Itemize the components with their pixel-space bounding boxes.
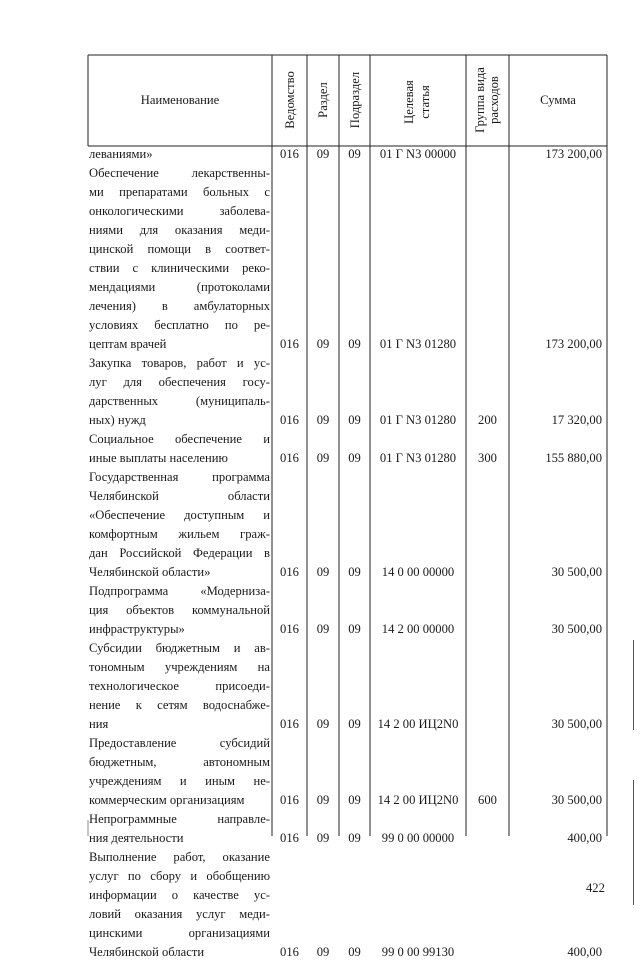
row-name-line: ния	[89, 717, 109, 731]
row-razdel: 09	[316, 945, 330, 959]
row-celevaya-statya: 01 Г N3 00000	[379, 147, 457, 161]
row-razdel: 09	[316, 413, 330, 427]
row-vedomstvo: 016	[280, 831, 299, 845]
row-name-line: дарственных (муниципаль-	[89, 394, 270, 408]
row-name-line: Обеспечение лекарственны-	[89, 166, 270, 180]
row-name-line: Подпрограмма «Модерниза-	[89, 584, 270, 598]
row-vedomstvo: 016	[280, 565, 299, 579]
row-name-line: Предоставление субсидий	[89, 736, 270, 750]
row-celevaya-statya: 01 Г N3 01280	[379, 413, 457, 427]
row-vedomstvo: 016	[280, 413, 299, 427]
row-podrazdel: 09	[348, 565, 361, 579]
row-celevaya-statya: 01 Г N3 01280	[379, 451, 457, 465]
row-summa: 30 500,00	[551, 622, 602, 636]
row-summa: 155 880,00	[545, 451, 602, 465]
row-name-line: ния деятельности	[89, 831, 184, 845]
row-name-line: Закупка товаров, работ и ус-	[89, 356, 270, 370]
row-name	[89, 468, 270, 582]
row-name-line: технологическое присоеди-	[89, 679, 270, 693]
row-name-line: ми препаратами больных с	[89, 185, 270, 199]
row-name	[89, 848, 270, 962]
row-name-line: бюджетным, автономным	[89, 755, 270, 769]
row-name-line: Выполнение работ, оказание	[89, 850, 270, 864]
scan-edge-mark	[633, 780, 634, 905]
header-celevaya-statya	[401, 57, 433, 147]
row-celevaya-statya: 14 0 00 00000	[381, 565, 455, 579]
page-number: 422	[586, 881, 605, 895]
row-name-line: информации о качестве ус-	[89, 888, 270, 902]
row-name-line: цептам врачей	[89, 337, 167, 351]
row-razdel: 09	[316, 451, 330, 465]
row-celevaya-statya: 14 2 00 00000	[381, 622, 455, 636]
row-name-line: ловий оказания услуг меди-	[89, 907, 270, 921]
row-celevaya-statya: 14 2 00 ИЦ2N0	[377, 793, 459, 807]
row-vedomstvo: 016	[280, 793, 299, 807]
row-vedomstvo: 016	[280, 451, 299, 465]
row-podrazdel: 09	[348, 413, 361, 427]
row-razdel: 09	[316, 147, 330, 161]
row-name-line: леваниями»	[89, 147, 153, 161]
row-name-line: инфраструктуры»	[89, 622, 185, 636]
row-name	[89, 145, 270, 164]
scan-edge-mark	[633, 640, 634, 730]
row-summa: 30 500,00	[551, 565, 602, 579]
row-summa: 173 200,00	[545, 147, 602, 161]
row-summa: 30 500,00	[551, 717, 602, 731]
row-name-line: тономным учреждениям на	[89, 660, 270, 674]
row-name-line: Челябинской области»	[89, 565, 211, 579]
row-summa: 17 320,00	[551, 413, 602, 427]
row-name-line: комфортным жильем граж-	[89, 527, 270, 541]
row-podrazdel: 09	[348, 717, 361, 731]
header-vedomstvo: Ведомство	[283, 71, 297, 129]
header-podrazdel: Подраздел	[348, 71, 362, 129]
row-razdel: 09	[316, 565, 330, 579]
row-name	[89, 734, 270, 810]
row-name-line: мендациями (протоколами	[89, 280, 270, 294]
row-summa: 400,00	[567, 831, 602, 845]
row-gruppa: 600	[478, 793, 497, 807]
header-razdel: Раздел	[316, 82, 330, 118]
row-name-line: лечения) в амбулаторных	[89, 299, 270, 313]
row-name-line: ция объектов коммунальной	[89, 603, 270, 617]
row-name-line: иные выплаты населению	[89, 451, 228, 465]
header-celevaya-line1: Целевая	[402, 80, 416, 124]
header-name: Наименование	[140, 93, 220, 107]
row-summa: 30 500,00	[551, 793, 602, 807]
row-podrazdel: 09	[348, 831, 361, 845]
row-name-line: Государственная программа	[89, 470, 270, 484]
row-celevaya-statya: 99 0 00 99130	[381, 945, 455, 959]
row-name-line: цинской помощи в соответ-	[89, 242, 270, 256]
header-gruppa-line1: Группа вида	[473, 67, 487, 133]
row-name-line: цинскими организациями	[89, 926, 270, 940]
row-vedomstvo: 016	[280, 945, 299, 959]
row-podrazdel: 09	[348, 337, 361, 351]
row-vedomstvo: 016	[280, 147, 299, 161]
row-razdel: 09	[316, 793, 330, 807]
row-name-line: ниями для оказания меди-	[89, 223, 270, 237]
row-summa: 173 200,00	[545, 337, 602, 351]
row-name	[89, 164, 270, 354]
row-name-line: Челябинской области	[89, 945, 205, 959]
row-gruppa: 300	[478, 451, 497, 465]
row-vedomstvo: 016	[280, 717, 299, 731]
row-name-line: учреждениям и иным не-	[89, 774, 270, 788]
row-name-line: «Обеспечение доступным и	[89, 508, 270, 522]
row-name-line: Непрограммные направле-	[89, 812, 270, 826]
row-razdel: 09	[316, 337, 330, 351]
row-vedomstvo: 016	[280, 337, 299, 351]
row-name-line: нение к сетям водоснабже-	[89, 698, 270, 712]
row-name-line: дан Российской Федерации в	[89, 546, 270, 560]
row-name-line: ствии с клиническими реко-	[89, 261, 270, 275]
row-name-line: услуг по сбору и обобщению	[89, 869, 270, 883]
header-summa: Сумма	[540, 93, 576, 107]
row-name-line: луг для обеспечения госу-	[89, 375, 270, 389]
row-celevaya-statya: 14 2 00 ИЦ2N0	[377, 717, 459, 731]
header-celevaya-line2: статья	[418, 85, 432, 119]
row-name-line: ных) нужд	[89, 413, 146, 427]
row-name-line: Социальное обеспечение и	[89, 432, 270, 446]
row-vedomstvo: 016	[280, 622, 299, 636]
row-name	[89, 639, 270, 734]
row-podrazdel: 09	[348, 793, 361, 807]
row-name	[89, 430, 270, 468]
row-gruppa: 200	[478, 413, 497, 427]
row-name	[89, 354, 270, 430]
row-name	[89, 810, 270, 848]
row-name-line: онкологическими заболева-	[89, 204, 270, 218]
row-podrazdel: 09	[348, 451, 361, 465]
row-podrazdel: 09	[348, 147, 361, 161]
row-celevaya-statya: 01 Г N3 01280	[379, 337, 457, 351]
row-podrazdel: 09	[348, 945, 361, 959]
header-gruppa-line2: расходов	[487, 76, 501, 124]
row-razdel: 09	[316, 831, 330, 845]
row-podrazdel: 09	[348, 622, 361, 636]
row-name	[89, 582, 270, 639]
row-name-line: условиях бесплатно по ре-	[89, 318, 270, 332]
row-razdel: 09	[316, 622, 330, 636]
row-name-line: Субсидии бюджетным и ав-	[89, 641, 270, 655]
row-name-line: коммерческим организациям	[89, 793, 245, 807]
row-celevaya-statya: 99 0 00 00000	[381, 831, 455, 845]
row-name-line: Челябинской области	[89, 489, 270, 503]
row-razdel: 09	[316, 717, 330, 731]
row-summa: 400,00	[567, 945, 602, 959]
header-gruppa-vida-raskhodov	[473, 55, 501, 145]
